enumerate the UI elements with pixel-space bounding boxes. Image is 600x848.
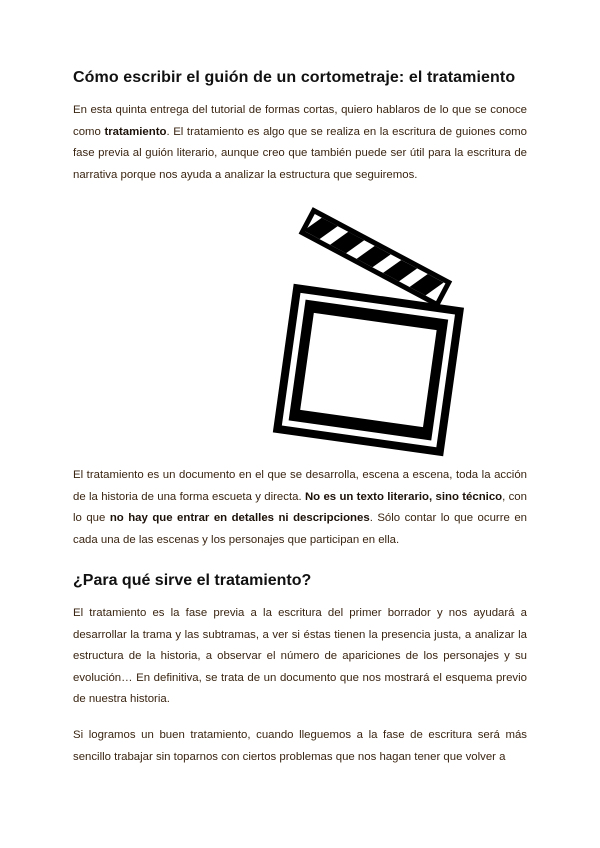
- article-title: Cómo escribir el guión de un cortometraje: el tratamiento: [73, 69, 516, 86]
- intro-bold-term: tratamiento: [104, 125, 167, 138]
- intro-text-2: . El tratamiento es algo que se realiza en la escritura de guiones como fase previa al guión literario, aunque creo que también puede ser útil para la escritura de narrativa porque nos ayuda a analizar la estructura que seguiremos.: [73, 125, 527, 181]
- benefit-paragraph: Si logramos un buen tratamiento, cuando lleguemos a la fase de escritura será más sencillo trabajar sin toparnos con ciertos problemas que nos hagan tener que volver a: [73, 729, 527, 763]
- definition-bold-1: No es un texto literario, sino técnico: [304, 490, 503, 503]
- definition-bold-2: no hay que entrar en detalles ni descripciones: [109, 512, 370, 524]
- clapperboard-icon: [268, 203, 468, 458]
- definition-text-3: . Sólo contar lo que ocurre en cada una de las escenas y los personajes que participan en ella.: [73, 512, 527, 546]
- purpose-paragraph: El tratamiento es la fase previa a la escritura del primer borrador y nos ayudará a desarrollar la trama y las subtramas, a ver si éstas tienen la presencia justa, a analizar la estructura de la historia, a observar el número de apariciones de los personajes y su evolución… En definitiva, se trata de un documento que nos mostrará el esquema previo de nuestra historia.: [73, 607, 527, 705]
- intro-paragraph: [73, 100, 527, 186]
- clapper-board: [273, 284, 464, 456]
- section-heading: ¿Para qué sirve el tratamiento?: [73, 572, 312, 589]
- definition-text-2: , con lo que: [73, 490, 527, 524]
- definition-paragraph: [73, 465, 527, 551]
- definition-text-1: El tratamiento es un documento en el que se desarrolla, escena a escena, toda la acción de la historia de una forma escueta y directa.: [73, 469, 527, 503]
- intro-text-1: En esta quinta entrega del tutorial de formas cortas, quiero hablaros de lo que se conoce como: [73, 104, 527, 138]
